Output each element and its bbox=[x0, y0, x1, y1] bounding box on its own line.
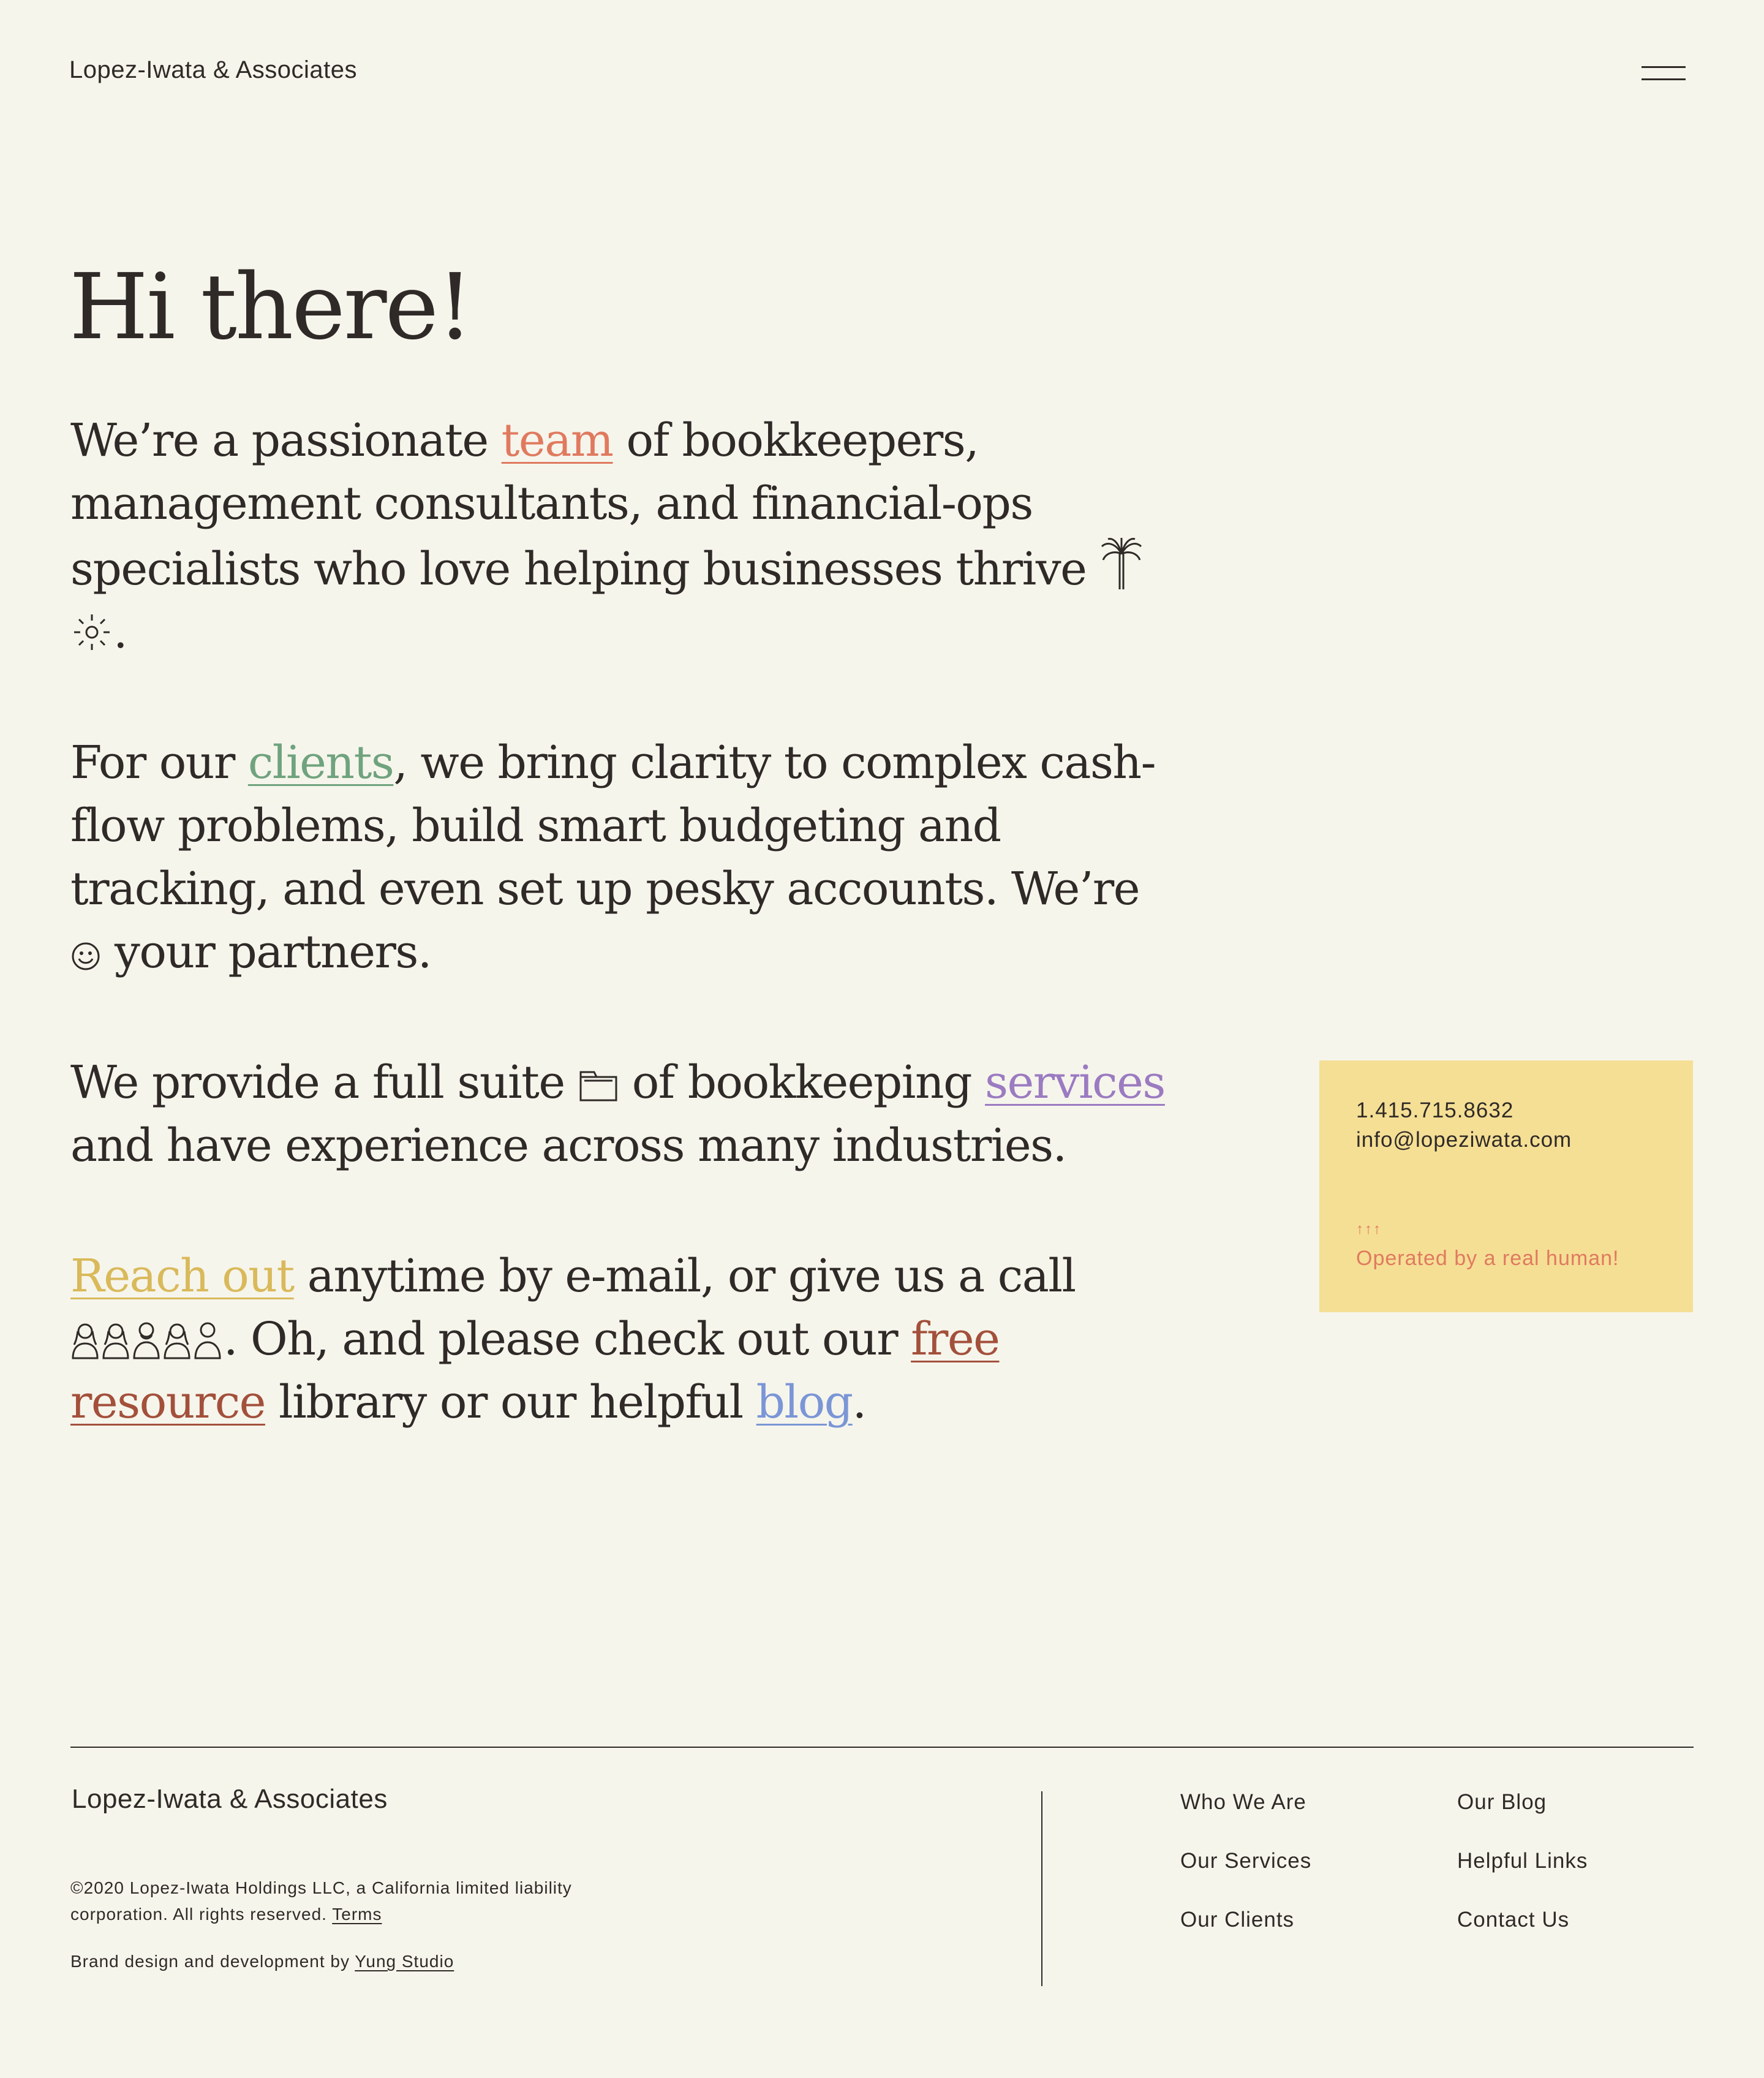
intro-text-span: and have experience across many industries. bbox=[70, 1119, 1066, 1172]
intro-text-span: . bbox=[852, 1376, 866, 1429]
services-link[interactable]: services bbox=[985, 1056, 1165, 1109]
intro-text-span: library or our helpful bbox=[265, 1376, 756, 1429]
intro-paragraph-reach-out bbox=[70, 1245, 1167, 1434]
intro-text-span: of bookkeepers, management consultants, and financial-ops specialists who love helping businesses thrive bbox=[70, 414, 1100, 595]
clients-link[interactable]: clients bbox=[247, 736, 394, 789]
reach-out-link[interactable]: Reach out bbox=[70, 1250, 294, 1302]
contact-phone-link[interactable]: 1.415.715.8632 bbox=[1356, 1098, 1514, 1122]
sun-icon bbox=[70, 611, 113, 654]
copyright-text: ©2020 Lopez-Iwata Holdings LLC, a California limited liability corporation. All rights reserved. bbox=[70, 1878, 572, 1924]
menu-line bbox=[1642, 66, 1686, 68]
intro-text-span: your partners. bbox=[101, 926, 431, 978]
footer-credit bbox=[70, 1952, 454, 1971]
footer-link-contact-us[interactable]: Contact Us bbox=[1457, 1908, 1570, 1932]
intro-paragraph-services bbox=[70, 1051, 1167, 1177]
palm-tree-icon bbox=[1099, 535, 1144, 591]
footer-link-our-services[interactable]: Our Services bbox=[1180, 1849, 1312, 1873]
contact-email-link[interactable]: info@lopeziwata.com bbox=[1356, 1128, 1572, 1152]
footer-brand-link[interactable]: Lopez-Iwata & Associates bbox=[72, 1784, 388, 1814]
intro-text bbox=[70, 409, 1167, 1502]
contact-card bbox=[1319, 1060, 1693, 1312]
up-arrows-icon: ↑↑↑ bbox=[1356, 1221, 1382, 1237]
intro-text-span: . bbox=[113, 606, 127, 659]
footer-link-our-blog[interactable]: Our Blog bbox=[1457, 1790, 1547, 1814]
credit-text: Brand design and development by bbox=[70, 1952, 355, 1971]
folder-icon bbox=[578, 1067, 619, 1104]
free-resource-link[interactable]: free resource bbox=[70, 1313, 1000, 1429]
intro-text-span: We provide a full suite bbox=[70, 1056, 578, 1109]
yung-studio-link[interactable]: Yung Studio bbox=[355, 1952, 454, 1971]
page-title: Hi there! bbox=[69, 254, 472, 360]
terms-link[interactable]: Terms bbox=[332, 1905, 382, 1924]
team-link[interactable]: team bbox=[501, 414, 613, 467]
intro-text-span: . Oh, and please check out our bbox=[224, 1313, 911, 1366]
footer-divider-line bbox=[70, 1747, 1694, 1748]
intro-text-span: anytime by e-mail, or give us a call bbox=[293, 1250, 1076, 1302]
footer-copyright bbox=[70, 1875, 622, 1927]
intro-text-span: , we bring clarity to complex cash-flow problems, build smart budgeting and tracking, and even set up pesky accounts. We’re bbox=[70, 736, 1156, 915]
footer-link-our-clients[interactable]: Our Clients bbox=[1180, 1908, 1295, 1932]
footer-link-who-we-are[interactable]: Who We Are bbox=[1180, 1790, 1306, 1814]
intro-paragraph-team bbox=[70, 409, 1167, 664]
intro-text-span: of bookkeeping bbox=[618, 1056, 986, 1109]
smiley-icon bbox=[70, 937, 101, 973]
blog-link[interactable]: blog bbox=[756, 1376, 853, 1429]
intro-text-span: We’re a passionate bbox=[70, 414, 502, 467]
intro-paragraph-clients bbox=[70, 731, 1167, 984]
contact-tagline: Operated by a real human! bbox=[1356, 1247, 1619, 1270]
footer-link-helpful-links[interactable]: Helpful Links bbox=[1457, 1849, 1588, 1873]
menu-line bbox=[1642, 78, 1686, 80]
hamburger-menu-icon[interactable] bbox=[1642, 61, 1686, 86]
brand-logo-link[interactable]: Lopez-Iwata & Associates bbox=[69, 56, 358, 83]
intro-text-span: For our bbox=[70, 736, 248, 789]
team-people-icon bbox=[70, 1318, 224, 1361]
footer-vertical-divider bbox=[1041, 1791, 1042, 1986]
